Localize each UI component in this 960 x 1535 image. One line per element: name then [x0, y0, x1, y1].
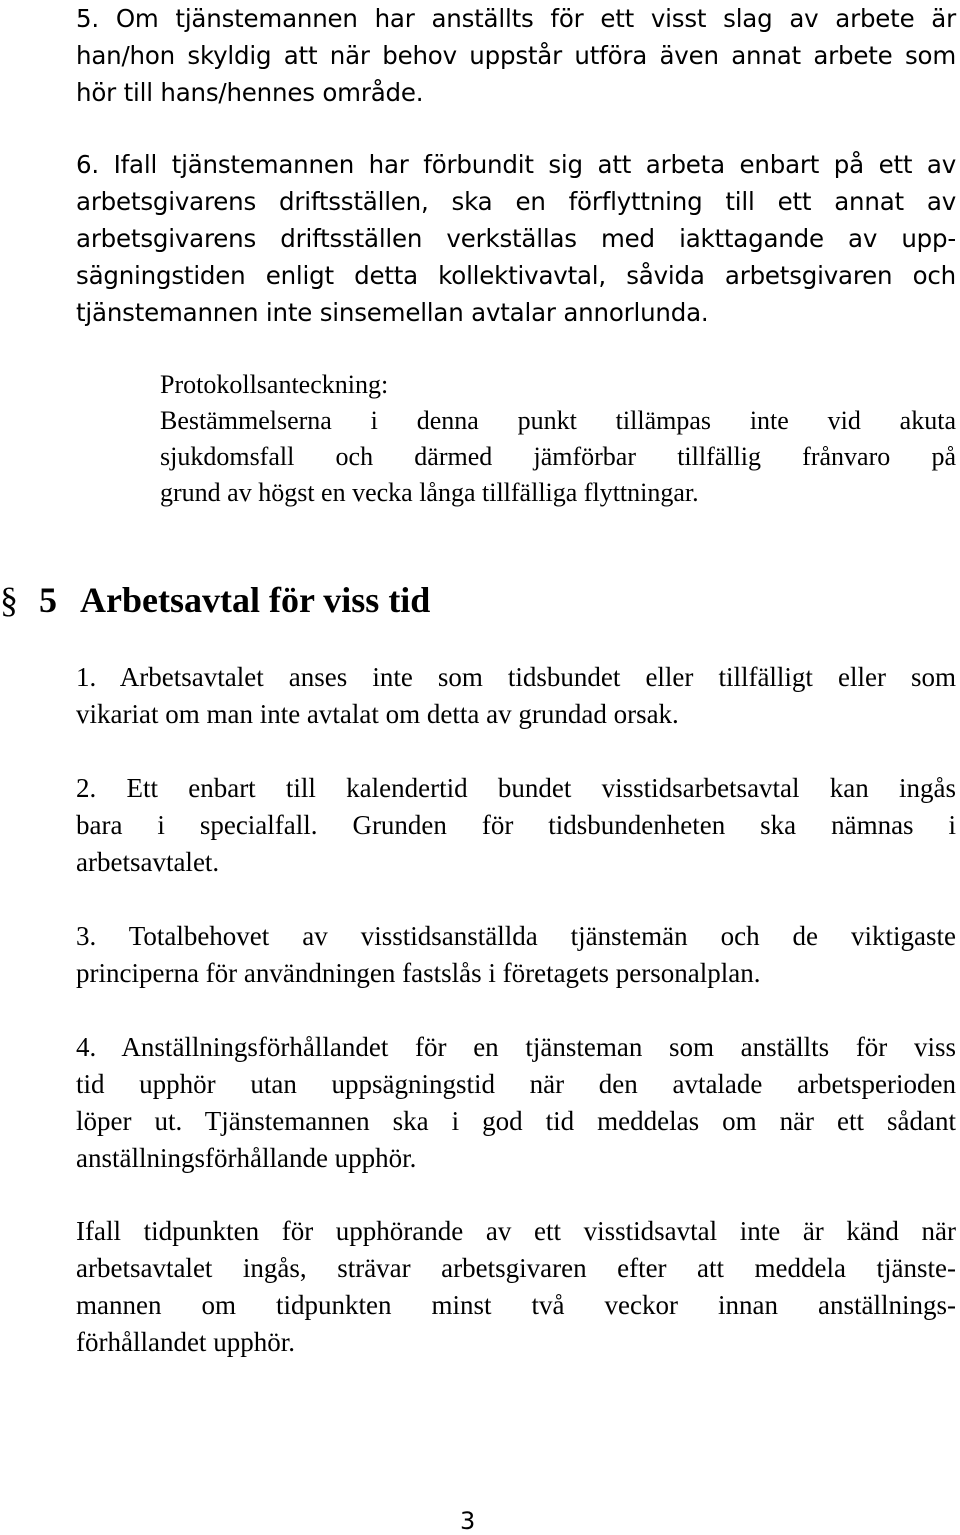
text-line: mannen om tidpunkten minst två veckor innan anställnings-: [76, 1290, 956, 1320]
text-line: anställningsförhållande upphör.: [76, 1143, 417, 1173]
text-line: 2. Ett enbart till kalendertid bundet visstidsarbetsavtal kan ingås: [76, 773, 956, 803]
text-line: sjukdomsfall och därmed jämförbar tillfällig frånvaro på: [160, 442, 956, 471]
text-line: principerna för användningen fastslås i företagets personalplan.: [76, 958, 761, 988]
text-line: sägningstiden enligt detta kollektivavtal, såvida arbetsgivaren och: [76, 261, 956, 290]
paragraph-4: [76, 1029, 956, 1177]
text-line: arbetsavtalet ingås, strävar arbetsgivaren efter att meddela tjänste-: [76, 1253, 956, 1283]
text-line: löper ut. Tjänstemannen ska i god tid meddelas om när ett sådant: [76, 1106, 956, 1136]
text-line: tid upphör utan uppsägningstid när den avtalade arbetsperioden: [76, 1069, 956, 1099]
text-line: arbetsgivarens driftsställen, ska en förflyttning till ett annat av: [76, 187, 956, 216]
text-line: 1. Arbetsavtalet anses inte som tidsbundet eller tillfälligt eller som: [76, 662, 956, 692]
paragraph-2: [76, 770, 956, 881]
text-line: 3. Totalbehovet av visstidsanställda tjänstemän och de viktigaste: [76, 921, 956, 951]
text-line: hör till hans/hennes område.: [76, 78, 424, 107]
section-symbol: §: [0, 580, 18, 620]
section-number: 5: [39, 580, 57, 620]
text-line: förhållandet upphör.: [76, 1327, 295, 1357]
paragraph-1: [76, 659, 956, 733]
section-title: Arbetsavtal för viss tid: [80, 580, 431, 620]
text-line: vikariat om man inte avtalat om detta av grundad orsak.: [76, 699, 679, 729]
protocol-note-title: Protokollsanteckning:: [160, 370, 389, 399]
paragraph-5: [76, 1213, 956, 1361]
item-6-paragraph: [76, 146, 956, 331]
text-line: 4. Anställningsförhållandet för en tjänsteman som anställts för viss: [76, 1032, 956, 1062]
item-5-paragraph: [76, 0, 956, 111]
text-line: han/hon skyldig att när behov uppstår utföra även annat arbete som: [76, 41, 956, 70]
protocol-note: [160, 367, 956, 511]
paragraph-3: [76, 918, 956, 992]
text-line: Ifall tidpunkten för upphörande av ett visstidsavtal inte är känd när: [76, 1216, 956, 1246]
text-line: arbetsavtalet.: [76, 847, 220, 877]
text-line: 6. Ifall tjänstemannen har förbundit sig att arbeta enbart på ett av: [76, 150, 956, 179]
page-number: 3: [460, 1507, 476, 1535]
text-line: tjänstemannen inte sinsemellan avtalar annorlunda.: [76, 298, 709, 327]
section-heading: [0, 578, 430, 622]
text-line: grund av högst en vecka långa tillfälliga flyttningar.: [160, 478, 699, 507]
text-line: Bestämmelserna i denna punkt tillämpas inte vid akuta: [160, 406, 956, 435]
text-line: arbetsgivarens driftsställen verkställas med iakttagande av upp-: [76, 224, 956, 253]
text-line: 5. Om tjänstemannen har anställts för ett visst slag av arbete är: [76, 4, 956, 33]
text-line: bara i specialfall. Grunden för tidsbundenheten ska nämnas i: [76, 810, 956, 840]
